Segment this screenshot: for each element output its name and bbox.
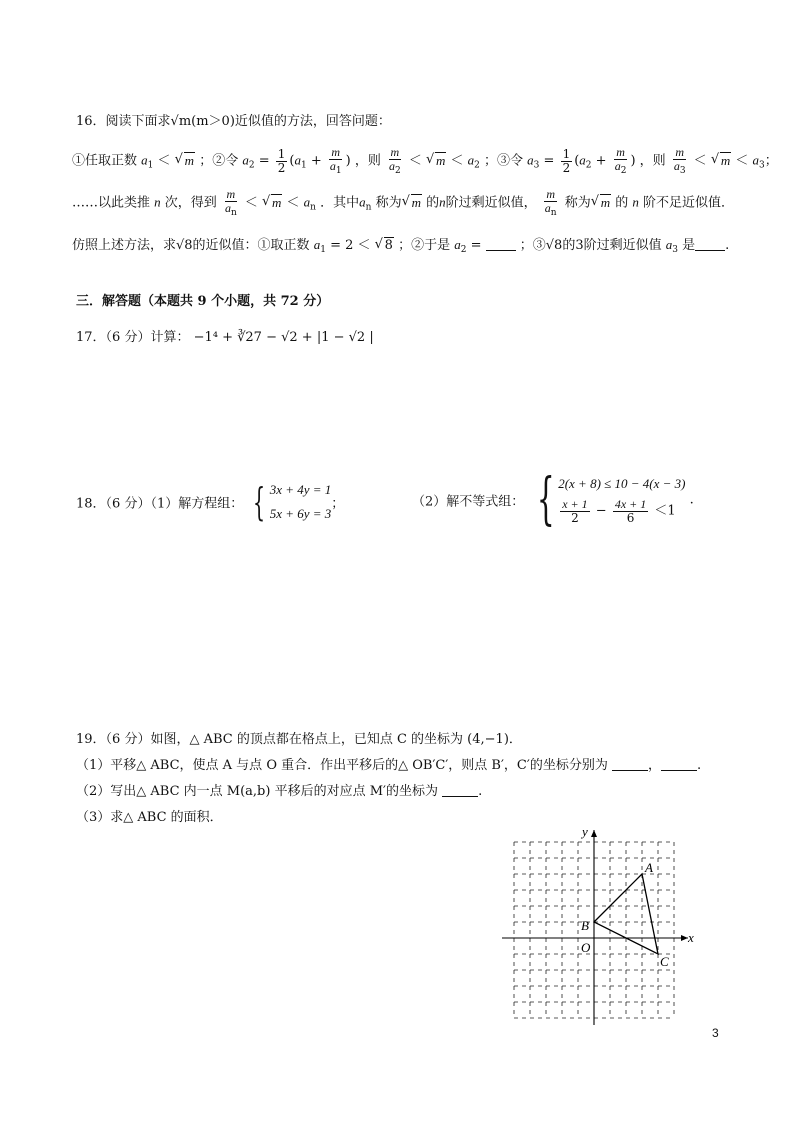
q16-intro: 16．阅读下面求√m(m＞0)近似值的方法，回答问题： [76, 114, 391, 129]
y-axis-arrow [591, 830, 597, 837]
page-number: 3 [712, 1026, 719, 1040]
q19-part1: （1）平移△ ABC，使点 A 与点 O 重合．作出平移后的△ OB′C′，则点 B′，C′的坐标分别为 ， . [76, 758, 702, 773]
q19-blank-c-prime[interactable] [661, 758, 697, 771]
origin-label: O [581, 940, 591, 955]
q16-steps-line: ①任取正数 $a_1$ ＜ √ m ；②令 $a_2$ = $\frac{1}{2}$ ($a_1$ + $\frac{m}{a_1}$ ) ，则 $\frac{m}{a_2}$ ＜ √ $m < a_2$ ；③令 $a_3$ = $\frac{1}{2}$ ($a_2$ + $\frac{m}{a_2}$ ) ，则 $\frac{m}{a_3}$ ＜ √ $m < a_3$； [72, 146, 778, 176]
x-axis-arrow [681, 935, 688, 941]
point-label-b: B [581, 918, 589, 933]
q19-part3: （3）求△ ABC 的面积． [76, 810, 223, 825]
q18-eq2: 5x + 6y = 3 [269, 506, 332, 521]
q19-intro: 19．（6 分）如图，△ ABC 的顶点都在格点上，已知点 C 的坐标为 (4,−1)． [76, 732, 522, 747]
q16-answer-blank-a2[interactable] [486, 238, 516, 251]
q16-general-line: ……以此类推 n 次，得到 $\frac{m}{a_n}$ ＜ √ $m < a_n$ ．其中$a_n$ 称为√ m 的n阶过剩近似值， $\frac{m}{a_n}$ 称为√ m 的 n 阶不足近似值． [72, 188, 734, 218]
q19-blank-m-prime[interactable] [442, 784, 478, 797]
point-label-a: A [645, 860, 653, 875]
q18-ineq2: $\frac{x + 1}{2}$ − $\frac{4x + 1}{6}$ ＜1 [562, 496, 676, 525]
q17: 17．（6 分）计算： −1⁴ + ∛27 − √2 + |1 − √2 | [76, 330, 374, 345]
q19-part2: （2）写出△ ABC 内一点 M(a,b) 平移后的对应点 M′的坐标为 . [76, 784, 483, 799]
x-axis-label: x [688, 930, 694, 945]
coordinate-grid-figure [494, 820, 714, 1025]
q16-answer-blank-a3[interactable] [695, 238, 725, 251]
q18-part1: 18．（6 分）（1）解方程组： { 3x + 4y = 1 5x + 6y = 3 ； [76, 480, 345, 524]
section3-title: 三．解答题（本题共 9 个小题，共 72 分） [76, 294, 330, 309]
q18-ineq1: 2(x + 8) ≤ 10 − 4(x − 3) [558, 475, 686, 491]
q16-task-line: 仿照上述方法，求√8的近似值：①取正数 $a_1 = 2$ ＜ √ 8 ；②于是 $a_2$ = ；③√8的3阶过剩近似值 $a_3$ 是 . [72, 234, 729, 255]
q19-blank-b-prime[interactable] [612, 758, 648, 771]
q18-part2: （2）解不等式组： { 2(x + 8) ≤ 10 − 4(x − 3) $\frac{x + 1}{2}$ − $\frac{4x + 1}{6}$ ＜1 . [412, 467, 694, 532]
point-label-c: C [660, 954, 669, 969]
q18-eq1: 3x + 4y = 1 [269, 482, 332, 497]
y-axis-label: y [582, 824, 588, 839]
